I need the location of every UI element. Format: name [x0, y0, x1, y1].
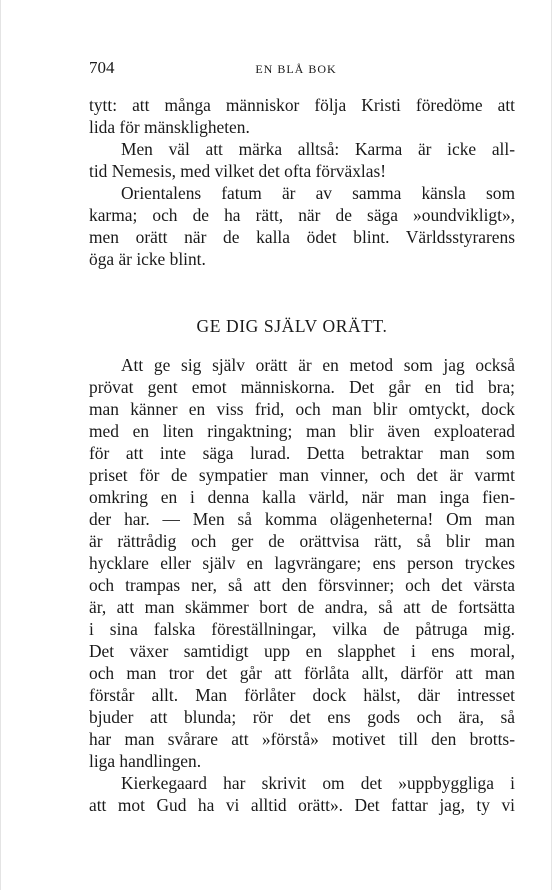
text-line: i sina falska föreställningar, vilka de påtruga mig.	[89, 619, 515, 639]
text-line: är, att man skämmer bort de andra, så att de fortsätta	[89, 597, 515, 617]
text-line: för att inte säga lurad. Detta betraktar man som	[89, 443, 515, 463]
text-line: Det växer samtidigt upp en slapphet i ens moral,	[89, 641, 515, 661]
text-line: Orientalens fatum är av samma känsla som	[121, 183, 515, 203]
section-heading: GE DIG SJÄLV ORÄTT.	[196, 316, 388, 336]
text-line: bjuder att blunda; rör det ens gods och ära, så	[89, 707, 515, 727]
text-line: tytt: att många människor följa Kristi föredöme att	[89, 95, 515, 115]
text-line: man känner en viss frid, och man blir omtyckt, dock	[89, 399, 515, 419]
text-line: har man svårare att »förstå» motivet till den brotts-	[89, 729, 515, 749]
text-line: lida för mänskligheten.	[89, 117, 250, 137]
text-line: Att ge sig själv orätt är en metod som jag också	[121, 355, 515, 375]
section-two-text	[89, 354, 515, 816]
running-head: EN BLÅ BOK	[255, 62, 337, 76]
text-line: der har. — Men så komma olägenheterna! Om man	[89, 509, 515, 529]
text-line: prövat gent emot människorna. Det går en tid bra;	[89, 377, 515, 397]
text-line: är rättrådig och ger de orättvisa rätt, så blir man	[89, 531, 515, 551]
text-line: och man tror det går att förlåta allt, därför att man	[89, 663, 515, 683]
text-line: att mot Gud ha vi alltid orätt». Det fattar jag, ty vi	[89, 795, 515, 815]
text-line: karma; och de ha rätt, när de säga »oundvikligt»,	[89, 205, 515, 225]
text-line: hycklare eller själv en lagvrängare; ens person tryckes	[89, 553, 515, 573]
text-line: priset för de sympatier man vinner, och det är varmt	[89, 465, 515, 485]
text-line: förstår allt. Man förlåter dock hälst, där intresset	[89, 685, 515, 705]
text-line: öga är icke blint.	[89, 249, 206, 269]
section-one-text	[89, 94, 515, 270]
text-line: tid Nemesis, med vilket det ofta förväxlas!	[89, 161, 387, 181]
page-number: 704	[89, 58, 115, 77]
text-line: och trampas ner, så att den försvinner; och det värsta	[89, 575, 515, 595]
text-line: men orätt när de kalla ödet blint. Världsstyrarens	[89, 227, 515, 247]
text-line: omkring en i denna kalla värld, när man inga fien-	[89, 487, 515, 507]
text-line: Men väl att märka alltså: Karma är icke all-	[121, 139, 515, 159]
text-line: Kierkegaard har skrivit om det »uppbyggliga i	[121, 773, 515, 793]
text-line: med en liten ringaktning; man blir även exploaterad	[89, 421, 515, 441]
text-line: liga handlingen.	[89, 751, 202, 771]
